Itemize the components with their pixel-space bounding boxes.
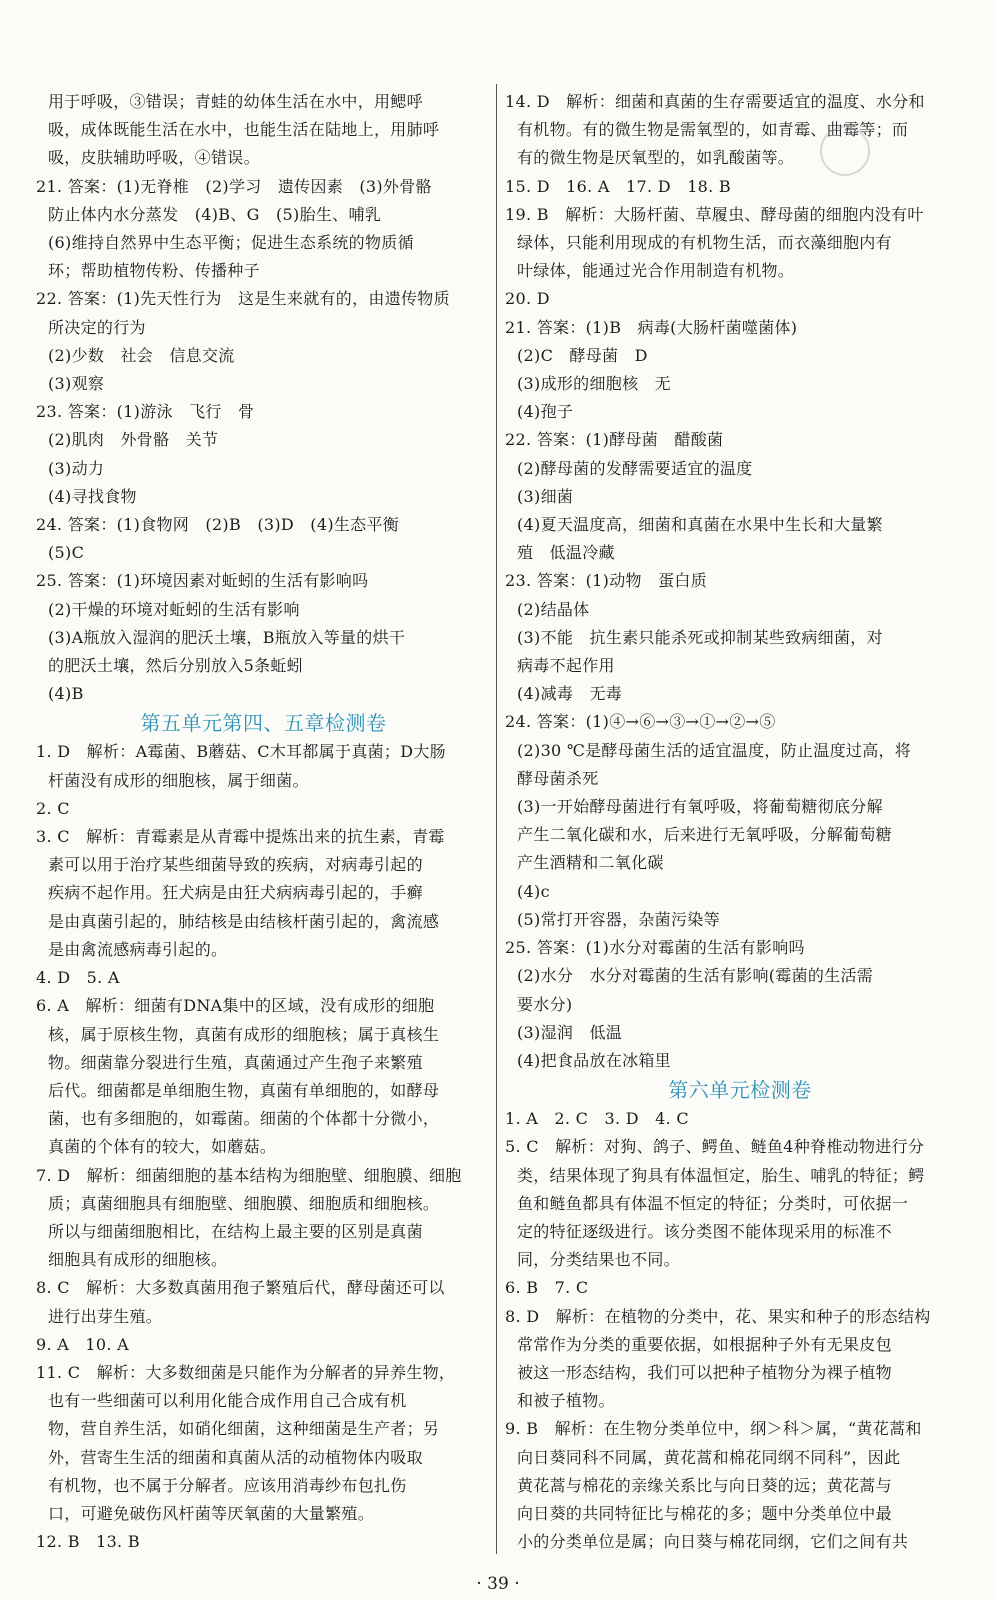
- answer-item: 3. C 解析：青霉素是从青霉中提炼出来的抗生素，青霉: [36, 827, 445, 847]
- answer-line: 所以与细菌细胞相比，在结构上最主要的区别是真菌: [48, 1221, 423, 1241]
- answer-line: (3)动力: [48, 458, 105, 478]
- answer-item: 1. D 解析：A霉菌、B蘑菇、C木耳都属于真菌；D大肠: [36, 742, 446, 762]
- answer-line: (4)减毒 无毒: [517, 684, 623, 704]
- answer-item: 22. 答案：(1)酵母菌 醋酸菌: [505, 430, 724, 450]
- answer-item: 19. B 解析：大肠杆菌、草履虫、酵母菌的细胞内没有叶: [505, 204, 924, 224]
- answer-item: 25. 答案：(1)环境因素对蚯蚓的生活有影响吗: [36, 571, 369, 591]
- answer-line: 绿体，只能利用现成的有机物生活，而衣藻细胞内有: [517, 233, 892, 253]
- answer-line: 菌，也有多细胞的，如霉菌。细菌的个体都十分微小，: [48, 1109, 440, 1129]
- answer-line: 定的特征逐级进行。该分类图不能体现采用的标准不: [517, 1221, 892, 1241]
- answer-line: 后代。细菌都是单细胞生物，真菌有单细胞的，如酵母: [48, 1080, 440, 1100]
- answer-item: 9. B 解析：在生物分类单位中，纲＞科＞属，“黄花蒿和: [505, 1419, 922, 1439]
- answer-line: (4)c: [517, 881, 550, 901]
- section-title: 第六单元检测卷: [668, 1078, 812, 1103]
- answer-line: (2)30 ℃是酵母菌生活的适宜温度，防止温度过高，将: [517, 740, 912, 760]
- answer-item: 25. 答案：(1)水分对霉菌的生活有影响吗: [505, 938, 805, 958]
- answer-line: 同，分类结果也不同。: [517, 1250, 681, 1270]
- answer-line: 被这一形态结构，我们可以把种子植物分为裸子植物: [517, 1362, 892, 1382]
- answer-line: (3)细菌: [517, 486, 574, 506]
- answer-line: (2)水分 水分对霉菌的生活有影响(霉菌的生活需: [517, 966, 874, 986]
- answer-line: 环；帮助植物传粉、传播种子: [48, 261, 260, 281]
- answer-line: 吸，皮肤辅助呼吸，④错误。: [48, 148, 260, 168]
- answer-item: 14. D 解析：细菌和真菌的生存需要适宜的温度、水分和: [505, 92, 925, 111]
- answer-line: 病毒不起作用: [517, 656, 615, 676]
- answer-item: 24. 答案：(1)食物网 (2)B (3)D (4)生态平衡: [36, 515, 400, 535]
- answer-item: 5. C 解析：对狗、鸽子、鳄鱼、鲢鱼4种脊椎动物进行分: [505, 1137, 925, 1157]
- answer-line: (3)不能 抗生素只能杀死或抑制某些致病细菌，对: [517, 627, 883, 647]
- answer-line: 外，营寄生生活的细菌和真菌从活的动植物体内吸取: [48, 1447, 423, 1467]
- right-column: [505, 88, 975, 1556]
- answer-line: 质；真菌细胞具有细胞壁、细胞膜、细胞质和细胞核。: [48, 1193, 440, 1213]
- answer-item: 15. D 16. A 17. D 18. B: [505, 176, 731, 196]
- answer-line: (2)结晶体: [517, 599, 590, 619]
- answer-line: 酵母菌杀死: [517, 768, 599, 788]
- answer-line: 和被子植物。: [517, 1391, 615, 1411]
- answer-line: 物，营自养生活，如硝化细菌，这种细菌是生产者；另: [48, 1419, 440, 1439]
- answer-line: 有机物，也不属于分解者。应该用消毒纱布包扎伤: [48, 1475, 407, 1495]
- answer-item: 21. 答案：(1)B 病毒(大肠杆菌噬菌体): [505, 317, 798, 337]
- page-number: · 39 ·: [476, 1574, 520, 1594]
- answer-line: (2)C 酵母菌 D: [517, 345, 648, 365]
- answer-line: 用于呼吸，③错误；青蛙的幼体生活在水中，用鳃呼: [48, 92, 423, 111]
- answer-line: (4)寻找食物: [48, 486, 137, 506]
- answer-line: (2)少数 社会 信息交流: [48, 345, 235, 365]
- answer-line: 是由禽流感病毒引起的。: [48, 939, 228, 959]
- answer-item: 6. B 7. C: [505, 1278, 589, 1298]
- answer-item: 20. D: [505, 289, 550, 309]
- answer-line: 产生酒精和二氧化碳: [517, 853, 664, 873]
- answer-line: (3)一开始酵母菌进行有氧呼吸，将葡萄糖彻底分解: [517, 797, 883, 817]
- answer-line: (3)观察: [48, 374, 105, 394]
- answer-line: 有的微生物是厌氧型的，如乳酸菌等。: [517, 148, 795, 168]
- stamp-mark: [820, 126, 870, 176]
- left-column: [36, 88, 491, 1556]
- answer-line: (3)A瓶放入湿润的肥沃土壤，B瓶放入等量的烘干: [48, 627, 406, 647]
- answer-item: 1. A 2. C 3. D 4. C: [505, 1109, 689, 1129]
- answer-line: 黄花蒿与棉花的亲缘关系比与向日葵的远；黄花蒿与: [517, 1475, 892, 1495]
- answer-item: 23. 答案：(1)动物 蛋白质: [505, 571, 707, 591]
- column-divider: [496, 84, 497, 1554]
- answer-line: (5)C: [48, 543, 85, 563]
- answer-line: 的肥沃土壤，然后分别放入5条蚯蚓: [48, 656, 303, 676]
- answer-line: (5)常打开容器，杂菌污染等: [517, 909, 720, 929]
- answer-line: 素可以用于治疗某些细菌导致的疾病，对病毒引起的: [48, 855, 423, 875]
- answer-line: 核，属于原核生物，真菌有成形的细胞核；属于真核生: [48, 1024, 440, 1044]
- answer-line: (4)B: [48, 684, 84, 704]
- answer-line: 要水分): [517, 994, 573, 1014]
- answer-item: 21. 答案：(1)无脊椎 (2)学习 遗传因素 (3)外骨骼: [36, 176, 432, 196]
- answer-line: (2)肌肉 外骨骼 关节: [48, 430, 219, 450]
- answer-line: (4)夏天温度高，细菌和真菌在水果中生长和大量繁: [517, 515, 883, 535]
- answer-line: 产生二氧化碳和水，后来进行无氧呼吸，分解葡萄糖: [517, 825, 892, 845]
- answer-item: 12. B 13. B: [36, 1532, 140, 1552]
- answer-line: 物。细菌靠分裂进行生殖，真菌通过产生孢子来繁殖: [48, 1052, 423, 1072]
- answer-line: (2)干燥的环境对蚯蚓的生活有影响: [48, 599, 300, 619]
- answer-item: 4. D 5. A: [36, 968, 120, 988]
- answer-line: 吸，成体既能生活在水中，也能生活在陆地上，用肺呼: [48, 120, 440, 140]
- answer-line: 疾病不起作用。狂犬病是由狂犬病病毒引起的，手癣: [48, 883, 423, 903]
- answer-line: (2)酵母菌的发酵需要适宜的温度: [517, 458, 753, 478]
- answer-line: 是由真菌引起的，肺结核是由结核杆菌引起的，禽流感: [48, 911, 440, 931]
- answer-line: 进行出芽生殖。: [48, 1306, 163, 1326]
- answer-line: 也有一些细菌可以利用化能合成作用自己合成有机: [48, 1391, 407, 1411]
- answer-line: 细胞具有成形的细胞核。: [48, 1250, 228, 1270]
- answer-line: 殖 低温冷藏: [517, 543, 615, 563]
- answer-line: 类，结果体现了狗具有体温恒定，胎生、哺乳的特征；鳄: [517, 1165, 925, 1185]
- answer-item: 2. C: [36, 798, 70, 818]
- answer-line: (6)维持自然界中生态平衡；促进生态系统的物质循: [48, 233, 414, 253]
- answer-item: 11. C 解析：大多数细菌是只能作为分解者的异养生物，: [36, 1362, 456, 1382]
- answer-item: 6. A 解析：细菌有DNA集中的区域，没有成形的细胞: [36, 996, 435, 1016]
- answer-line: 小的分类单位是属；向日葵与棉花同纲，它们之间有共: [517, 1532, 909, 1552]
- answer-item: 8. C 解析：大多数真菌用孢子繁殖后代，酵母菌还可以: [36, 1278, 445, 1298]
- answer-line: 向日葵的共同特征比与棉花的多；题中分类单位中最: [517, 1503, 892, 1523]
- section-title: 第五单元第四、五章检测卷: [140, 711, 387, 736]
- answer-item: 23. 答案：(1)游泳 飞行 骨: [36, 402, 255, 422]
- answer-item: 8. D 解析：在植物的分类中，花、果实和种子的形态结构: [505, 1306, 931, 1326]
- answer-line: 常常作为分类的重要依据，如根据种子外有无果皮包: [517, 1334, 892, 1354]
- answer-line: 有机物。有的微生物是需氧型的，如青霉、曲霉等；而: [517, 120, 909, 140]
- answer-line: 真菌的个体有的较大，如蘑菇。: [48, 1137, 277, 1157]
- answer-line: (4)孢子: [517, 402, 574, 422]
- answer-item: 22. 答案：(1)先天性行为 这是生来就有的，由遗传物质: [36, 289, 450, 309]
- answer-line: 向日葵同科不同属，黄花蒿和棉花同纲不同科”，因此: [517, 1447, 901, 1467]
- answer-item: 7. D 解析：细菌细胞的基本结构为细胞壁、细胞膜、细胞: [36, 1165, 462, 1185]
- answer-item: 9. A 10. A: [36, 1334, 129, 1354]
- answer-line: (4)把食品放在冰箱里: [517, 1050, 671, 1070]
- answer-item: 24. 答案：(1)④→⑥→③→①→②→⑤: [505, 712, 776, 732]
- answer-line: (3)湿润 低温: [517, 1022, 623, 1042]
- answer-line: 口，可避免破伤风杆菌等厌氧菌的大量繁殖。: [48, 1503, 375, 1523]
- answer-line: 所决定的行为: [48, 317, 146, 337]
- answer-line: 鱼和鲢鱼都具有体温不恒定的特征；分类时，可依据一: [517, 1193, 909, 1213]
- answer-line: (3)成形的细胞核 无: [517, 374, 671, 394]
- answer-line: 杆菌没有成形的细胞核，属于细菌。: [48, 770, 309, 790]
- answer-line: 叶绿体，能通过光合作用制造有机物。: [517, 261, 795, 281]
- answer-line: 防止体内水分蒸发 (4)B、G (5)胎生、哺乳: [48, 204, 382, 224]
